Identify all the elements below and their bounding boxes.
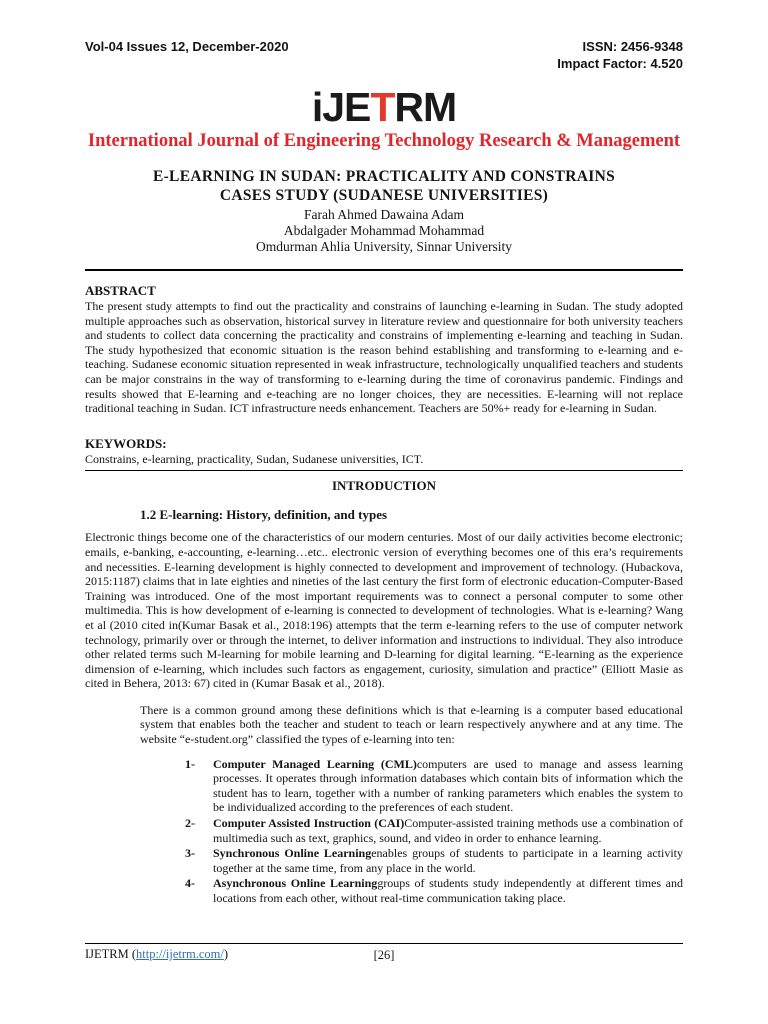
list-item [185,757,683,815]
author-block [85,207,683,255]
introduction-section [85,478,683,905]
list-item-desc: Computer-assisted training methods use a combination of multimedia such as text, graphics, sound, and video in order to enhance learning. [213,816,684,845]
impact-factor-label: Impact Factor: 4.520 [557,56,683,71]
header-right [557,38,683,72]
author-name: Abdalgader Mohammad Mohammad [283,223,485,238]
paper-title-line1: E-LEARNING IN SUDAN: PRACTICALITY AND CONSTRAINS [152,168,616,185]
author-affiliation: Omdurman Ahlia University, Sinnar University [256,239,512,254]
list-item-number: 2- [185,816,195,831]
list-item-text [213,757,683,815]
keywords-divider [85,470,683,471]
list-item [185,846,683,875]
keywords-text: Constrains, e-learning, practicality, Sudan, Sudanese universities, ICT. [85,451,424,466]
list-item [185,816,683,845]
abstract-heading: ABSTRACT [85,283,156,298]
journal-title: International Journal of Engineering Technology Research & Management [87,131,681,151]
list-item-desc: computers are used to manage and assess learning processes. It operates through information databases which contain bits of information which the student has to learn, together with a number of ranking parameters which enables the system to be individualized according to the preferences of each student. [213,756,683,815]
page-header [0,0,768,72]
list-item-desc: groups of students study independently at different times and locations from each other, without real-time communication taking place. [213,876,683,905]
abstract-text: The present study attempts to find out the practicality and constrains of launching e-learning in Sudan. The study adopted multiple approaches such as observation, historical survey in literature review and questionnaire for both university teachers and students to collect data concerning the practicality and constrains of implementing e-learning and teaching in Sudan. The study hypothesized that economic situation is the reason behind establishing and transforming to e-learning and e-teaching. Sudanese economic situation represented in weak infrastructure, technologically unqualified teachers and students can be major constrains in the way of transforming to e-learning during the time of coronavirus pandemic. Findings and results showed that E-learning and e-teaching are no longer choices, they are necessities. E-learning will not replace traditional teaching in Sudan. ICT infrastructure needs enhancement. Teachers are 50%+ ready for e-learning in Sudan. [85,299,683,416]
list-item-number: 4- [185,876,195,891]
list-item-term: Asynchronous Online Learning [213,876,378,891]
list-item [185,876,683,905]
list-item-text [213,876,683,905]
author-name: Farah Ahmed Dawaina Adam [303,207,465,222]
introduction-paragraph: Electronic things become one of the characteristics of our modern centuries. Most of our daily activities become electronic; emails, e-banking, e-accounting, e-learning…etc.. electronic version of everything becomes one of this era’s requirements and necessities. E-learning development is highly connected to development and improvement of technology. (Hubackova, 2015:1187) claims that in late eighties and nineties of the last century the first form of electronic education-Computer-Based Training was introduced. One of the most important requirements was to connect a personal computer to some other multimedia. This is how development of e-learning is connected to development of technologies. What is e-learning? Wang et al (2010 cited in(Kumar Basak et al., 2018:196) attempts that the term e-learning refers to the use of computer network technology, primarily over or through the internet, to deliver information and instructions to individual. They also introduce other related terms such M-learning for mobile learning and D-learning for digital learning. “E-learning as the experience dimension of e-learning, which includes such factors as engagement, curiosity, simulation and practice” (Elliott Masie as cited in Behera, 2013: 67) cited in (Kumar Basak et al., 2018). [85,530,683,691]
abstract-section [85,283,683,416]
list-item-term: Synchronous Online Learning [213,846,372,861]
footer-close-paren: ) [223,947,229,961]
list-item-term: Computer Assisted Instruction (CAI) [213,816,405,831]
volume-issue-label: Vol-04 Issues 12, December-2020 [85,39,289,54]
elearning-types-list [185,757,683,906]
paper-title-line2: CASES STUDY (SUDANESE UNIVERSITIES) [219,187,549,204]
logo-text-right: RM [394,84,457,130]
footer-journal-name: IJETRM ( [85,947,137,961]
title-divider [85,269,683,271]
subsection-heading: 1.2 E-learning: History, definition, and types [140,507,388,523]
definitions-paragraph: There is a common ground among these definitions which is that e-learning is a computer based educational system that enables both the teacher and student to teach or learn respectively anywhere and at any time. The website “e-student.org” classified the types of e-learning into ten: [140,702,683,747]
keywords-heading: KEYWORDS: [85,435,167,451]
introduction-heading: INTRODUCTION [331,478,436,494]
ijetrm-logo [0,86,768,128]
logo-text-red: T [370,84,395,130]
list-item-text [213,846,683,875]
page-number: [26] [373,948,395,962]
list-item-text [213,816,683,845]
list-item-number: 1- [185,756,195,771]
page-footer [85,943,683,962]
list-item-number: 3- [185,846,195,861]
issn-label: ISSN: 2456-9348 [582,39,683,54]
list-item-term: Computer Managed Learning (CML) [213,756,417,771]
journal-website-link[interactable]: http://ijetrm.com/ [136,947,224,961]
paper-title [85,167,683,205]
list-item-desc: enables groups of students to participate in a learning activity together at the same time, from any place in the world. [213,846,683,875]
keywords-section [85,436,683,467]
logo-text-left: iJE [311,84,371,130]
